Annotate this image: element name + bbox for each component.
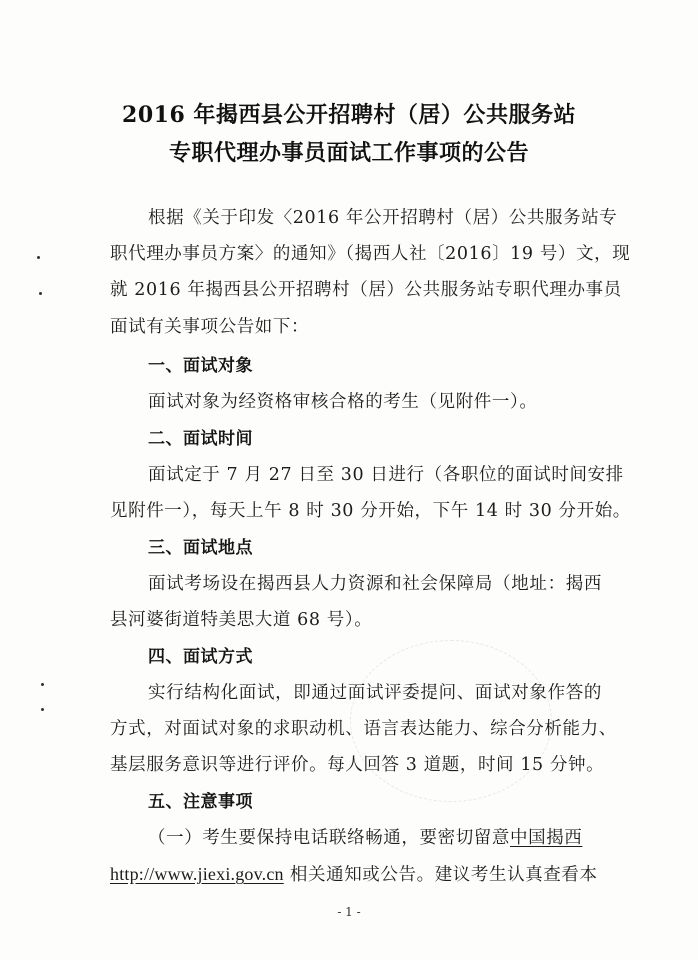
section-3-line-2: 县河婆街道特美思大道 68 号）。 [110, 610, 373, 630]
section-3-line-1: 面试考场设在揭西县人力资源和社会保障局（地址：揭西 [148, 574, 602, 594]
document-title-line-2: 专职代理办事员面试工作事项的公告 [168, 140, 529, 166]
section-2-line-2: 见附件一），每天上午 8 时 30 分开始，下午 14 时 30 分开始。 [110, 501, 631, 521]
intro-line-3: 就 2016 年揭西县公开招聘村（居）公共服务站专职代理办事员 [110, 280, 622, 300]
section-4-line-3: 基层服务意识等进行评价。每人回答 3 道题，时间 15 分钟。 [110, 755, 605, 775]
scan-speck [41, 708, 44, 711]
section-heading-4: 四、面试方式 [148, 647, 253, 667]
scan-speck [37, 256, 40, 259]
section-heading-3: 三、面试地点 [148, 538, 253, 558]
scan-speck [39, 292, 42, 295]
intro-line-4: 面试有关事项公告如下： [110, 317, 310, 337]
section-1-line-1: 面试对象为经资格审核合格的考生（见附件一）。 [148, 392, 538, 412]
section-heading-5: 五、注意事项 [148, 792, 253, 812]
section-heading-2: 二、面试时间 [148, 429, 253, 449]
intro-line-2: 职代理办事员方案〉的通知》（揭西人社〔2016〕19 号）文，现 [110, 244, 631, 264]
zhongguo-jiexi-link[interactable]: 中国揭西 [510, 828, 583, 848]
jiexi-gov-url-link[interactable]: http://www.jiexi.gov.cn [110, 864, 284, 884]
notice-line-2 [110, 862, 602, 887]
scan-speck [41, 683, 44, 686]
section-2-line-1: 面试定于 7 月 27 日至 30 日进行（各职位的面试时间安排 [148, 465, 624, 485]
intro-line-1: 根据《关于印发〈2016 年公开招聘村（居）公共服务站专 [148, 208, 618, 228]
notice-line-1 [148, 826, 602, 850]
notice-line-2-text: 相关通知或公告。建议考生认真查看本 [283, 865, 598, 885]
notice-line-1-text: （一）考生要保持电话联络畅通，要密切留意 [148, 828, 510, 848]
section-4-line-1: 实行结构化面试，即通过面试评委提问、面试对象作答的 [148, 683, 602, 703]
section-4-line-2: 方式，对面试对象的求职动机、语言表达能力、综合分析能力、 [110, 719, 617, 739]
document-title-line-1: 2016 年揭西县公开招聘村（居）公共服务站 [122, 102, 576, 128]
section-heading-1: 一、面试对象 [148, 356, 253, 376]
page-number: - 1 - [337, 905, 361, 919]
